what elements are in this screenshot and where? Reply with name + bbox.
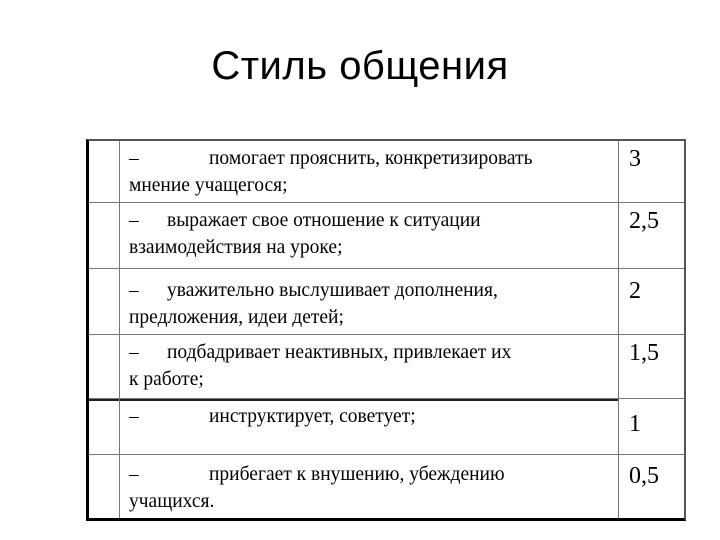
score-cell: 1,5 bbox=[618, 335, 689, 398]
table-row bbox=[89, 399, 684, 455]
description-cell bbox=[129, 335, 614, 398]
table-row bbox=[89, 141, 684, 203]
description-line-2: предложения, идеи детей; bbox=[129, 307, 344, 328]
dash-mark: – bbox=[129, 342, 139, 363]
score-cell: 2 bbox=[618, 269, 689, 334]
table-row bbox=[89, 335, 684, 399]
row-marker-cell bbox=[89, 335, 120, 398]
score-cell: 3 bbox=[618, 141, 689, 202]
description-line-2: к работе; bbox=[129, 369, 204, 390]
dash-mark: – bbox=[129, 148, 139, 169]
row-marker-cell bbox=[89, 399, 120, 454]
description-line-2: мнение учащегося; bbox=[129, 175, 288, 196]
description-line-2: взаимодействия на уроке; bbox=[129, 237, 343, 258]
communication-style-table bbox=[86, 139, 686, 521]
dash-mark: – bbox=[129, 210, 139, 231]
description-cell bbox=[129, 203, 614, 268]
page-title: Стиль общения bbox=[211, 44, 509, 88]
dash-mark: – bbox=[129, 464, 139, 485]
table-row bbox=[89, 455, 684, 518]
description-line-2: учащихся. bbox=[129, 491, 215, 512]
description-cell bbox=[129, 141, 614, 202]
row-marker-cell bbox=[89, 141, 120, 202]
description-cell bbox=[129, 455, 614, 518]
description-line-1: помогает прояснить, конкретизировать bbox=[209, 148, 533, 169]
description-cell bbox=[129, 269, 614, 334]
row-marker-cell bbox=[89, 203, 120, 268]
dash-mark: – bbox=[129, 406, 139, 427]
table-row bbox=[89, 269, 684, 335]
table-row bbox=[89, 203, 684, 269]
description-line-1: инструктирует, советует; bbox=[209, 406, 416, 427]
score-cell: 2,5 bbox=[618, 203, 689, 268]
description-cell bbox=[129, 399, 614, 454]
description-line-1: прибегает к внушению, убеждению bbox=[209, 464, 505, 485]
score-cell: 1 bbox=[618, 399, 689, 454]
description-line-1: подбадривает неактивных, привлекает их bbox=[167, 342, 512, 363]
row-marker-cell bbox=[89, 269, 120, 334]
dash-mark: – bbox=[129, 280, 139, 301]
description-line-1: уважительно выслушивает дополнения, bbox=[167, 280, 498, 301]
row-marker-cell bbox=[89, 455, 120, 518]
score-cell: 0,5 bbox=[618, 455, 689, 518]
description-line-1: выражает свое отношение к ситуации bbox=[167, 210, 481, 231]
